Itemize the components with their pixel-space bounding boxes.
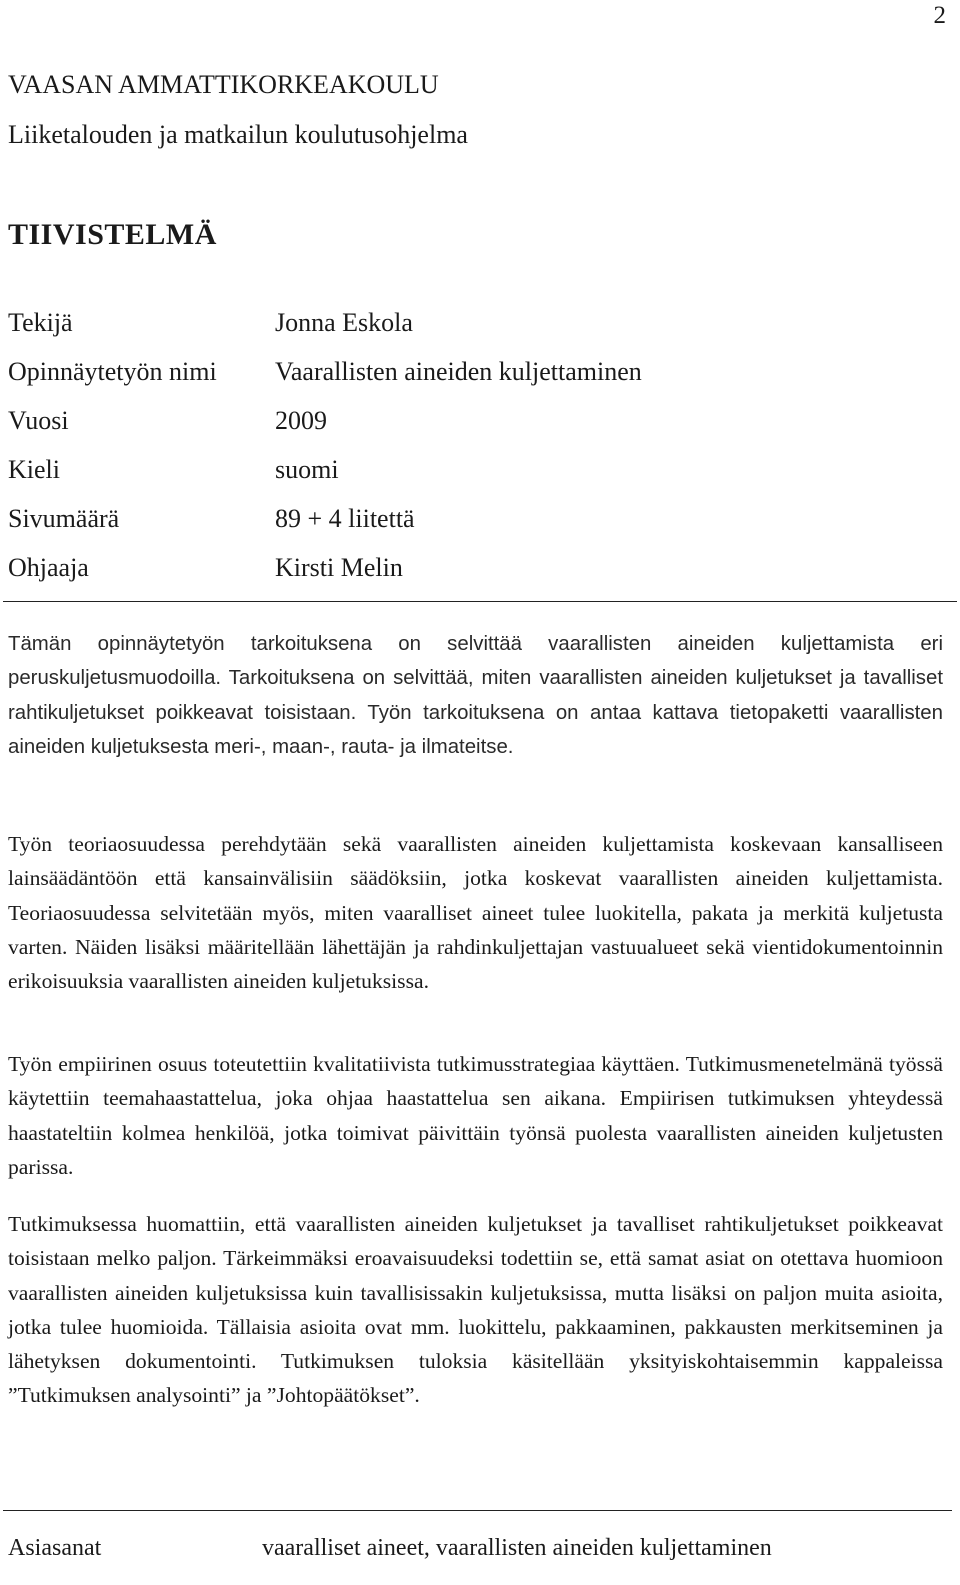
meta-value-year: 2009: [275, 406, 327, 435]
meta-label-pages: Sivumäärä: [8, 504, 120, 533]
bottom-divider: [3, 1510, 952, 1511]
top-divider: [3, 601, 957, 602]
meta-label-author: Tekijä: [8, 308, 73, 337]
meta-label-title: Opinnäytetyön nimi: [8, 357, 217, 386]
meta-value-author: Jonna Eskola: [275, 308, 413, 337]
page-number: 2: [933, 2, 946, 29]
meta-value-supervisor: Kirsti Melin: [275, 553, 403, 582]
keywords-value: vaaralliset aineet, vaarallisten aineiden kuljettaminen: [262, 1535, 772, 1561]
abstract-paragraph-4: Tutkimuksessa huomattiin, että vaarallisten aineiden kuljetukset ja tavalliset rahtikuljetukset poikkeavat toisistaan melko paljon. Tärkeimmäksi eroavaisuudeksi todettiin se, että samat asiat on otettava huomioon vaarallisten aineiden kuljetuksissa kuin tavallisissakin kuljetuksissa, mutta lisäksi on paljon muita asioita, jotka tulee huomioida. Tällaisia asioita ovat mm. luokittelu, pakkaaminen, pakkausten merkitseminen ja lähetyksen dokumentointi. Tutkimuksen tuloksia käsitellään yksityiskohtaisemmin kappaleissa ”Tutkimuksen analysointi” ja ”Johtopäätökset”.: [8, 1212, 943, 1408]
meta-label-language: Kieli: [8, 455, 60, 484]
degree-program: Liiketalouden ja matkailun koulutusohjelma: [8, 120, 468, 149]
abstract-paragraph-3: Työn empiirinen osuus toteutettiin kvalitatiivista tutkimusstrategiaa käyttäen. Tutkimusmenetelmänä työssä käytettiin teemahaastattelua, joka ohjaa haastattelua sen aikana. Empiirisen tutkimuksen yhteydessä haastateltiin kolmea henkilöä, jotka toimivat päivittäin työnsä puolesta vaarallisten aineiden kuljetusten parissa.: [8, 1052, 943, 1179]
meta-value-pages: 89 + 4 liitettä: [275, 504, 415, 533]
school-name: VAASAN AMMATTIKORKEAKOULU: [8, 70, 439, 99]
keywords-label: Asiasanat: [8, 1535, 102, 1561]
abstract-heading: TIIVISTELMÄ: [8, 218, 217, 251]
meta-label-supervisor: Ohjaaja: [8, 553, 89, 582]
meta-value-title: Vaarallisten aineiden kuljettaminen: [275, 357, 642, 386]
abstract-paragraph-1: Tämän opinnäytetyön tarkoituksena on selvittää vaarallisten aineiden kuljettamista eri peruskuljetusmuodoilla. Tarkoituksena on selvittää, miten vaarallisten aineiden kuljetukset ja tavalliset rahtikuljetukset poikkeavat toisistaan. Työn tarkoituksena on antaa kattava tietopaketti vaarallisten aineiden kuljetuksesta meri-, maan-, rauta- ja ilmateitse.: [8, 633, 943, 758]
meta-label-year: Vuosi: [8, 406, 69, 435]
meta-value-language: suomi: [275, 455, 339, 484]
abstract-paragraph-2: Työn teoriaosuudessa perehdytään sekä vaarallisten aineiden kuljettamista koskevaan kansalliseen lainsäädäntöön että kansainvälisiin säädöksiin, jotka koskevat vaarallisten aineiden kuljettamista. Teoriaosuudessa selvitetään myös, miten vaaralliset aineet tulee luokitella, pakata ja merkitä kuljetusta varten. Näiden lisäksi määritellään lähettäjän ja rahdinkuljettajan vastuualueet sekä vientidokumentoinnin erikoisuuksia vaarallisten aineiden kuljetuksissa.: [8, 832, 943, 994]
